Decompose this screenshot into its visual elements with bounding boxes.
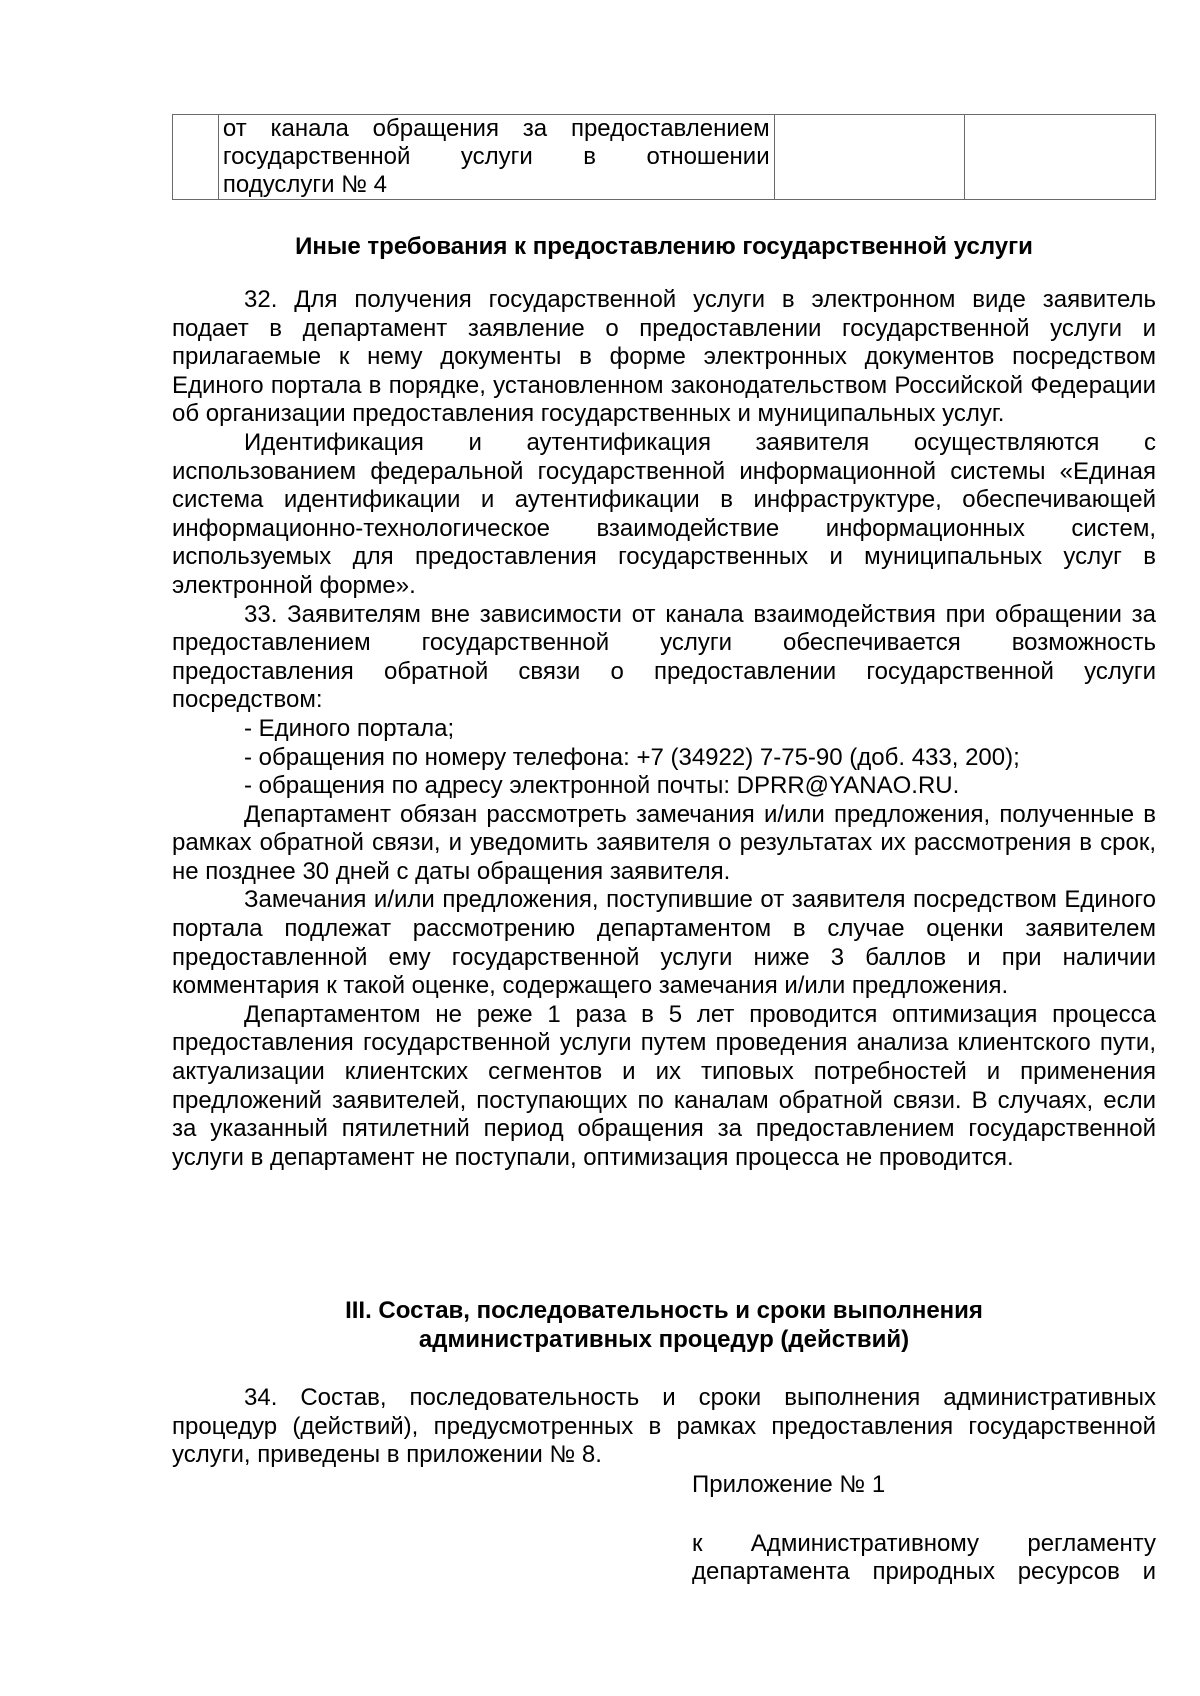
paragraph-remarks: Замечания и/или предложения, поступившие от заявителя посредством Единого портала подлежат рассмотрению департаментом в случае оценки заявителем предоставленной ему государственной услуги ниже 3 баллов и при наличии комментария к такой оценке, содержащего замечания и/или предложения. [172, 886, 1156, 1000]
table-text-line: подуслуги № 4 [222, 171, 388, 198]
table-cell-text [218, 115, 774, 200]
section-iii-heading [172, 1296, 1156, 1354]
paragraph-identification: Идентификация и аутентификация заявителя осуществляются с использованием федеральной государственной информационной системы «Единая система идентификации и аутентификации в инфраструктуре, обеспечивающей информационно-технологическое взаимодействие информационных систем, используемых для предоставления государственных и муниципальных услуг в электронной форме». [172, 428, 1156, 599]
table-row [173, 115, 1156, 200]
list-item-phone: - обращения по номеру телефона: +7 (34922) 7-75-90 (доб. 433, 200); [244, 743, 1020, 771]
table-cell-empty [774, 115, 965, 200]
table-text-line: государственной услуги в отношении [222, 143, 770, 170]
list-item-email: - обращения по адресу электронной почты: DPRR@YANAO.RU. [244, 772, 960, 800]
section-iii-heading-line2: административных процедур (действий) [418, 1326, 910, 1353]
paragraph-34-block [172, 1384, 1156, 1470]
section-heading: Иные требования к предоставлению государственной услуги [295, 233, 1033, 260]
appendix-title: Приложение № 1 [692, 1471, 886, 1498]
appendix-line: к Административному регламенту [692, 1529, 1156, 1557]
paragraph-33: 33. Заявителям вне зависимости от канала взаимодействия при обращении за предоставлением государственной услуги обеспечивается возможность предоставления обратной связи о предоставлении государственной услуги посредством: [172, 600, 1156, 714]
table-cell-number [173, 115, 219, 200]
main-body [172, 286, 1156, 1172]
table-fragment [172, 114, 1156, 200]
table-text-line: от канала обращения за предоставлением [222, 115, 770, 142]
appendix-line: департамента природных ресурсов и [692, 1558, 1156, 1586]
paragraph-34: 34. Состав, последовательность и сроки выполнения административных процедур (действий), предусмотренных в рамках предоставления государственной услуги, приведены в приложении № 8. [172, 1384, 1156, 1469]
appendix-spacer [692, 1500, 1156, 1530]
list-item-portal: - Единого портала; [244, 714, 455, 742]
appendix-block [692, 1471, 1156, 1587]
paragraph-32: 32. Для получения государственной услуги в электронном виде заявитель подает в департамент заявление о предоставлении государственной услуги и прилагаемые к нему документы в форме электронных документов посредством Единого портала в порядке, установленном законодательством Российской Федерации об организации предоставления государственных и муниципальных услуг. [172, 286, 1156, 428]
section-iii-heading-line1: III. Состав, последовательность и сроки выполнения [345, 1297, 983, 1324]
table-cell-empty [965, 115, 1156, 200]
paragraph-department-obligation: Департамент обязан рассмотреть замечания и/или предложения, полученные в рамках обратной связи, и уведомить заявителя о результатах их рассмотрения в срок, не позднее 30 дней с даты обращения заявителя. [172, 800, 1156, 885]
paragraph-optimization: Департаментом не реже 1 раза в 5 лет проводится оптимизация процесса предоставления государственной услуги путем проведения анализа клиентского пути, актуализации клиентских сегментов и их типовых потребностей и применения предложений заявителей, поступающих по каналам обратной связи. В случаях, если за указанный пятилетний период обращения за предоставлением государственной услуги в департамент не поступали, оптимизация процесса не проводится. [172, 1000, 1156, 1171]
